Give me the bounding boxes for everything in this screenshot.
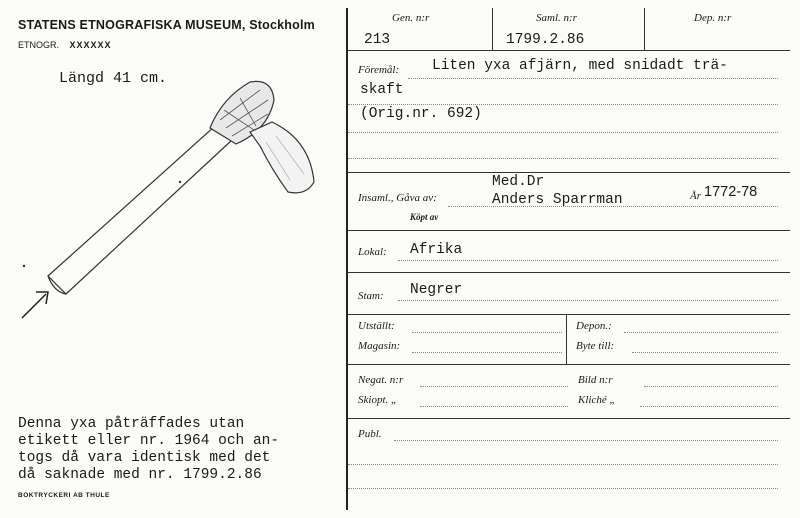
gen-value: 213 [364, 32, 391, 48]
row-line [348, 364, 790, 365]
header-divider [644, 8, 645, 50]
saml-value: 1799.2.86 [506, 32, 585, 48]
ar-label: År [690, 190, 701, 202]
lokal-label: Lokal: [358, 246, 387, 258]
dotted-line [420, 406, 568, 407]
byte-label: Byte till: [576, 340, 615, 352]
cliche-label: Kliché „ [578, 394, 616, 406]
etnogr-value: XXXXXX [69, 40, 112, 50]
record-panel [348, 8, 790, 510]
row-line [348, 418, 790, 419]
magasin-label: Magasin: [358, 340, 401, 352]
dotted-line [398, 260, 778, 261]
foremal-line1: Liten yxa afjärn, med snidadt trä- [432, 58, 728, 74]
axe-sketch [10, 70, 340, 330]
gen-label: Gen. n:r [392, 12, 430, 24]
dep-label: Dep. n:r [694, 12, 732, 24]
dotted-line [348, 488, 778, 489]
etnogr-line [18, 40, 112, 50]
kopt-av-label: Köpt av [410, 212, 439, 222]
row-line [348, 272, 790, 273]
depon-label: Depon.: [576, 320, 612, 332]
note-text [18, 416, 338, 484]
note-line: då saknade med nr. 1799.2.86 [18, 467, 262, 483]
row-line [348, 172, 790, 173]
note-line: Denna yxa påträffades utan [18, 416, 245, 432]
dotted-line [632, 352, 778, 353]
length-note: Längd 41 cm. [59, 70, 168, 87]
dotted-line [348, 132, 778, 133]
insaml-label: Insaml., Gåva av: [358, 192, 437, 204]
row-line [348, 50, 790, 51]
utstallt-label: Utställt: [358, 320, 395, 332]
dotted-line [348, 464, 778, 465]
foremal-label: Föremål: [358, 64, 400, 76]
dotted-line [640, 406, 778, 407]
insaml-line2: Anders Sparrman [492, 192, 623, 208]
saml-label: Saml. n:r [536, 12, 577, 24]
dotted-line [348, 158, 778, 159]
dotted-line [408, 78, 778, 79]
printer-imprint: BOKTRYCKERI AB THULE [18, 492, 110, 499]
museum-name: STATENS ETNOGRAFISKA MUSEUM, Stockholm [18, 18, 315, 32]
dotted-line [624, 332, 778, 333]
dotted-line [348, 104, 778, 105]
dotted-line [644, 386, 778, 387]
note-line: togs då vara identisk med det [18, 450, 271, 466]
row-line [348, 314, 790, 315]
lokal-value: Afrika [410, 242, 463, 258]
note-line: etikett eller nr. 1964 och an- [18, 433, 280, 449]
dotted-line [412, 332, 562, 333]
dotted-line [398, 300, 778, 301]
ar-value: 1772-78 [704, 184, 758, 200]
row-line [348, 230, 790, 231]
bild-label: Bild n:r [578, 374, 613, 386]
negat-label: Negat. n:r [358, 374, 404, 386]
dotted-line [394, 440, 778, 441]
etnogr-label: ETNOGR. [18, 40, 60, 50]
dotted-line [448, 206, 778, 207]
skiopt-label: Skiopt. „ [358, 394, 398, 406]
stam-label: Stam: [358, 290, 384, 302]
dotted-line [412, 352, 562, 353]
header-divider [492, 8, 493, 50]
dotted-line [420, 386, 568, 387]
insaml-line1: Med.Dr [492, 174, 545, 190]
stam-value: Negrer [410, 282, 463, 298]
field-divider [566, 314, 567, 364]
foremal-line2: skaft [360, 82, 404, 98]
publ-label: Publ. [358, 428, 382, 440]
foremal-line3: (Orig.nr. 692) [360, 106, 482, 122]
